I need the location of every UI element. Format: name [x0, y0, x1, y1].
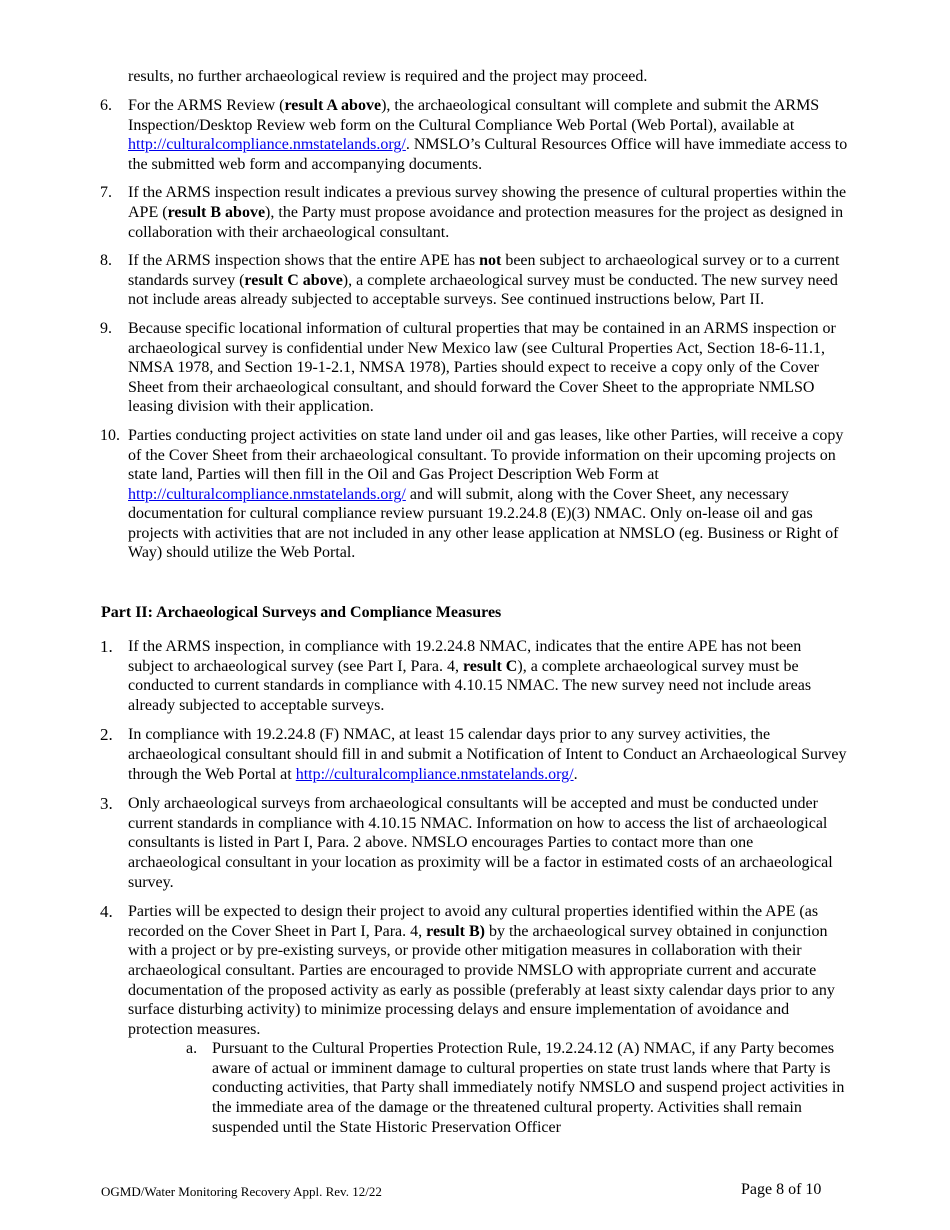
item-bold-text: result A above [284, 97, 382, 114]
list-number: 10. [100, 426, 120, 444]
item-text: ), the archaeological consultant will complete and submit the ARMS Inspection/Desktop Review web form on the Cultural Compliance Web Portal (Web Portal), available at [128, 97, 820, 134]
sub-list-item [0, 1039, 848, 1137]
list-item [0, 637, 848, 715]
item-text: Only archaeological surveys from archaeological consultants will be accepted and must be conducted under current standards in compliance with 4.10.15 NMAC. Information on how to access the list of archaeological consultants is listed in Part I, Para. 2 above. NMSLO encourages Parties to contact more than one archaeological consultant in your location as proximity will be a factor in estimated costs of an archaeological survey. [128, 795, 833, 891]
list-item [0, 902, 848, 1039]
item-text: If the ARMS inspection shows that the entire APE has [128, 252, 480, 270]
item-text: ), a complete archaeological survey must be conducted. The new survey need not include areas already subjected to acceptable surveys. See continued instructions below, Part II. [128, 271, 838, 309]
item-text: ), the Party must propose avoidance and protection measures for the project as designed in collaboration with their archaeological consultant. [128, 203, 844, 241]
list-number: 2. [100, 725, 113, 745]
item-text: Parties will be expected to design their project to avoid any cultural properties identified within the APE (as recorded on the Cover Sheet in Part I, Para. 4, [128, 903, 819, 940]
list-number: 3. [100, 794, 113, 814]
item-text: Because specific locational information of cultural properties that may be contained in an ARMS inspection or archaeological survey is confidential under New Mexico law (see Cultural Properties Act, Section 18-6-11.1, NMSA 1978, and Section 19-1-2.1, NMSA 1978), Parties should expect to receive a copy only of the Cover Sheet from their archaeological consultant, and should forward the Cover Sheet to the appropriate NMLSO leasing division with their application. [128, 319, 836, 416]
item-bold-text: result B) [426, 922, 485, 940]
item-bold-text: result B above [167, 203, 266, 221]
list-number: 6. [100, 97, 112, 114]
footer-page-number: Page 8 of 10 [741, 1181, 822, 1198]
list-item [0, 725, 848, 784]
list-item [0, 183, 848, 242]
list-item [0, 794, 848, 892]
list-number: 4. [100, 902, 113, 922]
sub-list-letter: a. [186, 1040, 198, 1058]
footer-form-id: OGMD/Water Monitoring Recovery Appl. Rev. 12/22 [101, 1184, 382, 1199]
item-bold-text: not [479, 252, 502, 270]
web-portal-link[interactable]: http://culturalcompliance.nmstatelands.org/ [128, 485, 406, 503]
item-bold-text: result C [462, 657, 518, 675]
list-item [0, 319, 848, 417]
list-number: 8. [100, 252, 112, 270]
item-text: . [573, 765, 578, 783]
item-text: Parties conducting project activities on state land under oil and gas leases, like other Parties, will receive a copy of the Cover Sheet from their archaeological consultant. To provide information on their upcoming projects on state land, Parties will then fill in the Oil and Gas Project Description Web Form at [128, 426, 844, 484]
list-item [0, 426, 848, 563]
list-number: 9. [100, 319, 112, 337]
item-text: and will submit, along with the Cover Sheet, any necessary documentation for cultural compliance review pursuant 19.2.24.8 (E)(3) NMAC. Only on-lease oil and gas projects with activities that are not included in any other lease application at NMSLO (eg. Business or Right of Way) should utilize the Web Portal. [128, 485, 839, 562]
item-text: If the ARMS inspection, in compliance with 19.2.24.8 NMAC, indicates that the entire APE has not been subject to archaeological survey (see Part I, Para. 4, [128, 638, 802, 675]
item-text: been subject to archaeological survey or to a current standards survey ( [128, 252, 840, 289]
web-portal-link[interactable]: http://culturalcompliance.nmstatelands.org/ [295, 765, 574, 783]
list-number: 1. [100, 637, 113, 656]
item-text: by the archaeological survey obtained in conjunction with a project or by pre-existing surveys, or provide other mitigation measures in collaboration with their archaeological consultant. Parties are encouraged to provide NMSLO with appropriate current and accurate documentation of the proposed activity as early as possible (preferably at least sixty calendar days prior to any surface disturbing activity) to minimize processing delays and ensure implementation of avoidance and protection measures. [128, 922, 835, 1038]
list-item [0, 96, 848, 174]
part2-list [0, 637, 950, 1137]
section-heading: Part II: Archaeological Surveys and Compliance Measures [101, 604, 502, 621]
item-bold-text: result C above [244, 271, 343, 289]
item-text: . NMSLO’s Cultural Resources Office will have immediate access to the submitted web form and accompanying documents. [128, 136, 848, 173]
list-number: 7. [100, 184, 112, 202]
item-text: In compliance with 19.2.24.8 (F) NMAC, at least 15 calendar days prior to any survey activities, the archaeological consultant should fill in and submit a Notification of Intent to Conduct an Archaeological Survey through the Web Portal at [128, 726, 847, 783]
item-text: ), a complete archaeological survey must be conducted to current standards in compliance with 4.10.15 NMAC. The new survey need not include areas already subjected to acceptable surveys. [128, 657, 812, 714]
item-text: If the ARMS inspection result indicates a previous survey showing the presence of cultural properties within the APE ( [128, 184, 847, 221]
web-portal-link[interactable]: http://culturalcompliance.nmstatelands.org/ [128, 136, 406, 154]
part1-list [0, 96, 950, 572]
item-text: For the ARMS Review ( [128, 97, 285, 114]
list-item [0, 251, 848, 310]
continuation-text: results, no further archaeological review is required and the project may proceed. [128, 68, 648, 85]
item-text: Pursuant to the Cultural Properties Protection Rule, 19.2.24.12 (A) NMAC, if any Party becomes aware of actual or imminent damage to cultural properties on state trust lands where that Party is conducting activities, that Party shall immediately notify NMSLO and suspend project activities in the immediate area of the damage or the threatened cultural property. Activities shall remain suspended until the State Historic Preservation Officer [212, 1040, 845, 1136]
